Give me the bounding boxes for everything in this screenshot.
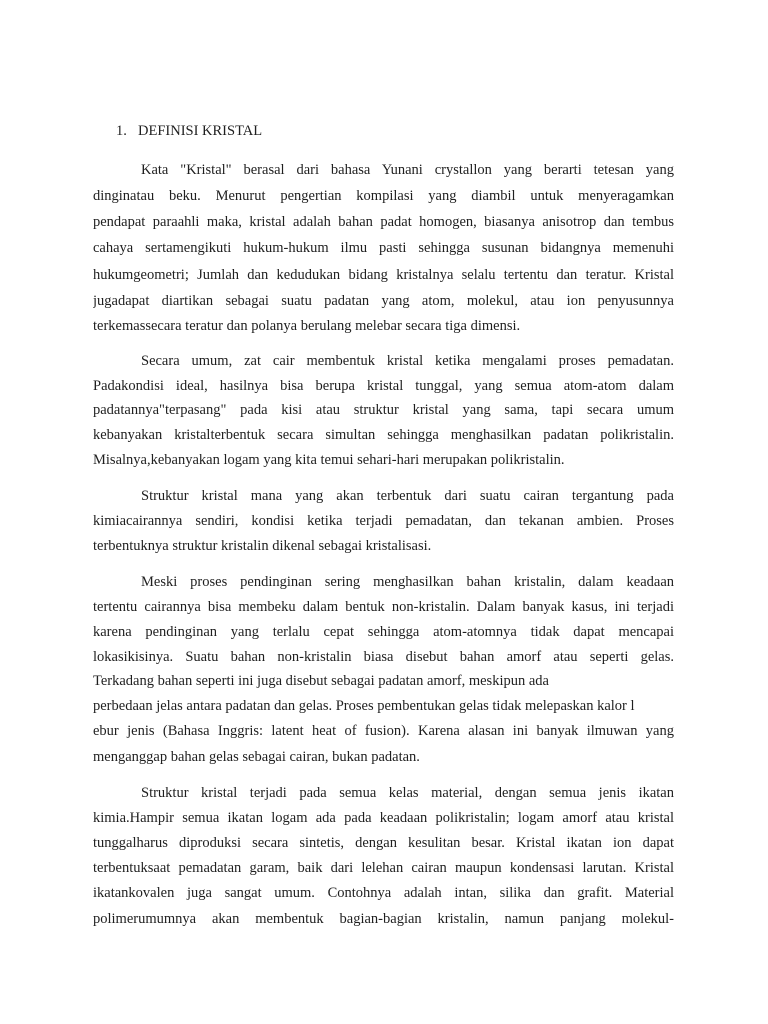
text-line: tertentu cairannya bisa membeku dalam bentuk non-kristalin. Dalam banyak kasus, ini terjadi — [93, 599, 674, 615]
text-line: pendapat paraahli maka, kristal adalah bahan padat homogen, biasanya anisotrop dan tembus — [93, 214, 674, 230]
text-line: kimia.Hampir semua ikatan logam ada pada keadaan polikristalin; logam amorf atau kristal — [93, 810, 674, 826]
text-line: ikatankovalen juga sangat umum. Contohnya adalah intan, silika dan grafit. Material — [93, 885, 674, 901]
text-line: kimiacairannya sendiri, kondisi ketika terjadi pemadatan, dan tekanan ambien. Proses — [93, 513, 674, 529]
text-line: Misalnya,kebanyakan logam yang kita temui sehari-hari merupakan polikristalin. — [93, 452, 565, 468]
text-line: kebanyakan kristalterbentuk secara simultan sehingga menghasilkan padatan polikristalin. — [93, 427, 674, 443]
text-line: terbentuknya struktur kristalin dikenal sebagai kristalisasi. — [93, 538, 432, 554]
text-line: menganggap bahan gelas sebagai cairan, bukan padatan. — [93, 749, 420, 765]
text-line: terkemassecara teratur dan polanya berulang melebar secara tiga dimensi. — [93, 318, 521, 334]
text-line: Struktur kristal terjadi pada semua kelas material, dengan semua jenis ikatan — [141, 785, 674, 801]
section-heading — [116, 122, 262, 140]
text-line: Meski proses pendinginan sering menghasilkan bahan kristalin, dalam keadaan — [141, 574, 674, 590]
text-line: Padakondisi ideal, hasilnya bisa berupa kristal tunggal, yang semua atom-atom dalam — [93, 378, 674, 394]
text-line: dinginatau beku. Menurut pengertian kompilasi yang diambil untuk menyeragamkan — [93, 188, 674, 204]
text-line: terbentuksaat pemadatan garam, baik dari lelehan cairan maupun kondensasi larutan. Kristal — [93, 860, 674, 876]
text-line: cahaya sertamengikuti hukum-hukum ilmu pasti sehingga susunan bidangnya memenuhi — [93, 240, 674, 256]
text-line: hukumgeometri; Jumlah dan kedudukan bidang kristalnya selalu tertentu dan teratur. Kristal — [93, 267, 674, 283]
text-line: perbedaan jelas antara padatan dan gelas. Proses pembentukan gelas tidak melepaskan kalor l — [93, 698, 635, 714]
text-line: Struktur kristal mana yang akan terbentuk dari suatu cairan tergantung pada — [141, 488, 674, 504]
text-line: jugadapat diartikan sebagai suatu padatan yang atom, molekul, atau ion penyusunnya — [93, 293, 674, 309]
text-line: Kata "Kristal" berasal dari bahasa Yunani crystallon yang berarti tetesan yang — [141, 162, 674, 178]
text-line: lokasikisinya. Suatu bahan non-kristalin biasa disebut bahan amorf atau seperti gelas. — [93, 649, 674, 665]
text-line: Secara umum, zat cair membentuk kristal ketika mengalami proses pemadatan. — [141, 353, 674, 369]
text-line: padatannya"terpasang" pada kisi atau struktur kristal yang sama, tapi secara umum — [93, 402, 674, 418]
text-line: ebur jenis (Bahasa Inggris: latent heat of fusion). Karena alasan ini banyak ilmuwan yang — [93, 723, 674, 739]
heading-title: DEFINISI KRISTAL — [138, 123, 263, 139]
text-line: polimerumumnya akan membentuk bagian-bagian kristalin, namun panjang molekul- — [93, 911, 674, 927]
text-line: Terkadang bahan seperti ini juga disebut sebagai padatan amorf, meskipun ada — [93, 673, 549, 689]
text-line: tunggalharus diproduksi secara sintetis, dengan kesulitan besar. Kristal ikatan ion dapat — [93, 835, 674, 851]
text-line: karena pendinginan yang terlalu cepat sehingga atom-atomnya tidak dapat mencapai — [93, 624, 674, 640]
heading-number: 1. — [116, 123, 127, 139]
